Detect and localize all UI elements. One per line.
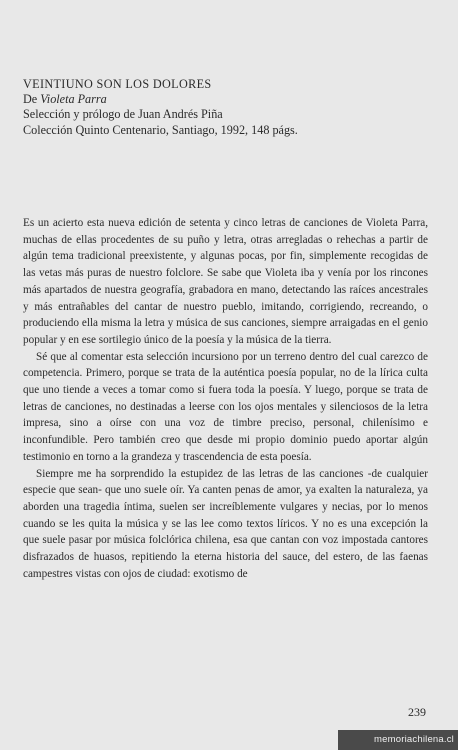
author-prefix: De [23, 92, 41, 107]
review-body [23, 215, 428, 582]
paragraph: Siempre me ha sorprendido la estupidez de las letras de las canciones -de cualquier especie que sean- que uno suele oír. Ya canten penas de amor, ya exalten la naturaleza, ya aborden una tragedia íntima, suelen ser increíblemente vulgares y necias, por lo menos cuando se les quita la música y se las lee como textos líricos. Y no es una excepción la que suele pasar por música folclórica chilena, esa que cantan con voz impostada cantores disfrazados de huasos, repitiendo la eterna historia del sauce, del estero, de las faenas campestres vistas con ojos de ciudad: exotismo de [23, 467, 428, 580]
paragraph: Sé que al comentar esta selección incursiono por un terreno dentro del cual carezco de competencia. Primero, porque se trata de la auténtica poesía popular, no de la lírica culta que uno tiende a veces a tomar como si fuera toda la poesía. Y luego, porque se trata de letras de canciones, no destinadas a leerse con los ojos mentales y silenciosos de la letra impresa, sino a oírse con una voz de timbre preciso, personal, chilenísimo e inconfundible. Pero también creo que desde mi propio dominio puedo aportar algún testimonio en torno a la grandeza y trascendencia de esta poesía. [23, 350, 428, 463]
collection-line: Colección Quinto Centenario, Santiago, 1992, 148 págs. [23, 122, 298, 137]
source-watermark: memoriachilena.cl [338, 730, 458, 750]
paragraph: Es un acierto esta nueva edición de setenta y cinco letras de canciones de Violeta Parra, muchas de ellas procedentes de su puño y letra, otras arregladas o rehechas a partir de algún tema tradicional preexistente, y algunas pocas, por fin, simplemente recogidas de las vetas más puras de nuestro folclore. Se sabe que Violeta iba y venía por los rincones más apartados de nuestra geografía, grabadora en mano, detectando las raíces ancestrales y más entrañables del cantar de nuestro pueblo, imitando, corrigiendo, recreando, o produciendo ella misma la letra y música de sus canciones, siempre arraigadas en el genio popular y en ese sortilegio único de la poesía y la música de la tierra. [23, 217, 428, 346]
editor-line: Selección y prólogo de Juan Andrés Piña [23, 107, 223, 122]
book-title: VEINTIUNO SON LOS DOLORES [23, 77, 212, 91]
page-number: 239 [408, 705, 426, 719]
review-header [23, 77, 438, 138]
author-line [23, 92, 438, 107]
author-name: Violeta Parra [40, 92, 107, 107]
